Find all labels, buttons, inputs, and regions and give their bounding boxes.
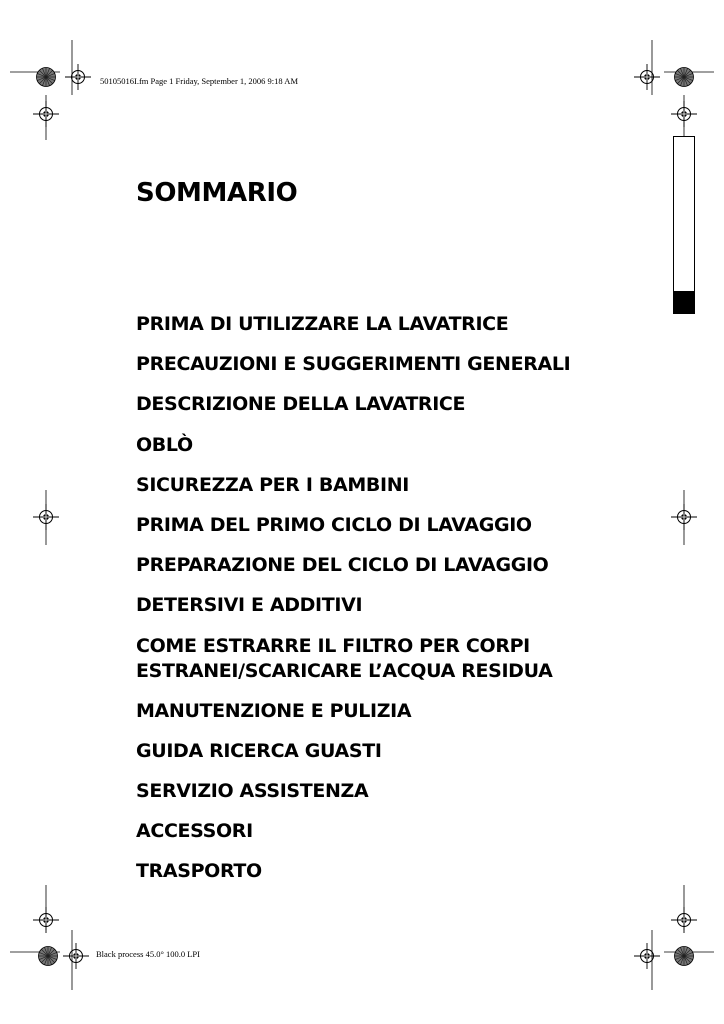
page-title: SOMMARIO [136,178,298,208]
starburst-mark-icon [675,68,694,87]
registration-mark-icon [671,101,697,127]
starburst-mark-icon [39,947,58,966]
registration-mark-icon [65,64,91,90]
section-thumb-tab [673,136,695,314]
registration-mark-icon [33,504,59,530]
print-slug-bottom: Black process 45.0° 100.0 LPI [96,949,200,959]
toc-item: DESCRIZIONE DELLA LAVATRICE [136,393,466,416]
toc-item: COME ESTRARRE IL FILTRO PER CORPI ESTRANEI/SCARICARE L’ACQUA RESIDUA [136,634,553,682]
registration-mark-icon [671,907,697,933]
print-slug-top: 50105016I.fm Page 1 Friday, September 1, 2006 9:18 AM [100,76,298,86]
registration-mark-icon [671,504,697,530]
toc-item: GUIDA RICERCA GUASTI [136,739,382,762]
registration-mark-icon [33,907,59,933]
starburst-mark-icon [675,947,694,966]
toc-item: PRIMA DI UTILIZZARE LA LAVATRICE [136,313,509,335]
toc-item: PRIMA DEL PRIMO CICLO DI LAVAGGIO [136,513,532,536]
starburst-mark-icon [37,68,56,87]
toc-item: PRECAUZIONI E SUGGERIMENTI GENERALI [136,353,571,376]
toc-item: OBLÒ [136,433,193,456]
registration-mark-icon [634,64,660,90]
toc-item: SERVIZIO ASSISTENZA [136,780,369,803]
toc-item: TRASPORTO [136,860,262,883]
registration-mark-icon [634,943,660,969]
toc-item: ACCESSORI [136,820,253,843]
table-of-contents [136,312,606,900]
toc-item: PREPARAZIONE DEL CICLO DI LAVAGGIO [136,554,549,577]
toc-item: MANUTENZIONE E PULIZIA [136,699,412,722]
registration-mark-icon [33,101,59,127]
registration-mark-icon [63,943,89,969]
toc-item: DETERSIVI E ADDITIVI [136,594,363,617]
toc-item: SICUREZZA PER I BAMBINI [136,473,410,496]
section-thumb-tab-fill [674,291,694,313]
